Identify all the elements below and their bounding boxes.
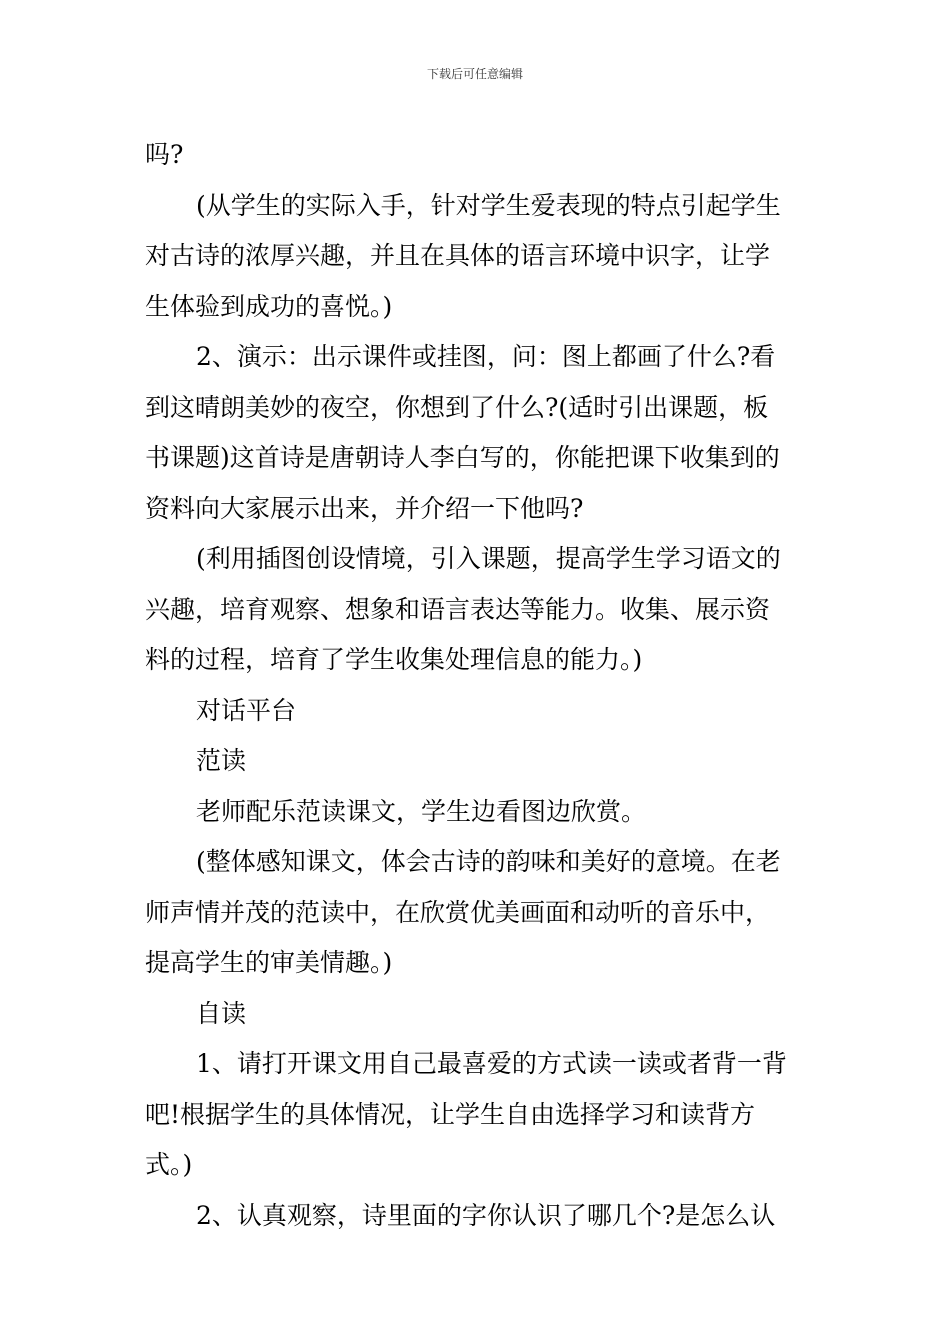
text-line: 兴趣，培育观察、想象和语言表达等能力。收集、展示资 [145, 594, 771, 624]
text-line: 书课题)这首诗是唐朝诗人李白写的，你能把课下收集到的 [145, 443, 780, 472]
text-line: 师声情并茂的范读中，在欣赏优美画面和动听的音乐中， [145, 897, 771, 927]
page-header: 下载后可任意编辑 [426, 67, 523, 81]
text-line: (利用插图创设情境，引入课题，提高学生学习语文的 [196, 544, 781, 573]
text-line: (从学生的实际入手，针对学生爱表现的特点引起学生 [196, 190, 781, 220]
text-line: 式。) [145, 1150, 193, 1179]
text-line: 自读 [196, 998, 247, 1028]
text-line: 2、演示：出示课件或挂图，问：图上都画了什么?看 [196, 342, 776, 371]
text-line: (整体感知课文，体会古诗的韵味和美好的意境。在老 [196, 847, 781, 876]
text-line: 资料向大家展示出来，并介绍一下他吗? [145, 493, 584, 523]
text-line: 对古诗的浓厚兴趣，并且在具体的语言环境中识字，让学 [145, 241, 771, 270]
text-line: 2、认真观察，诗里面的字你认识了哪几个?是怎么认 [196, 1200, 776, 1230]
text-line: 吧!根据学生的具体情况，让学生自由选择学习和读背方 [145, 1099, 756, 1129]
text-line: 老师配乐范读课文，学生边看图边欣赏。 [196, 796, 647, 826]
text-line: 吗? [145, 140, 184, 169]
document-body [145, 130, 807, 1241]
text-line: 生体验到成功的喜悦。) [145, 291, 393, 321]
text-line: 提高学生的审美情趣。) [145, 948, 393, 977]
text-line: 料的过程，培育了学生收集处理信息的能力。) [145, 645, 643, 674]
text-line: 1、请打开课文用自己最喜爱的方式读一读或者背一背 [196, 1049, 787, 1078]
text-line: 范读 [196, 746, 247, 775]
text-line: 对话平台 [196, 695, 297, 725]
text-line: 到这晴朗美妙的夜空，你想到了什么?(适时引出课题，板 [145, 392, 769, 422]
